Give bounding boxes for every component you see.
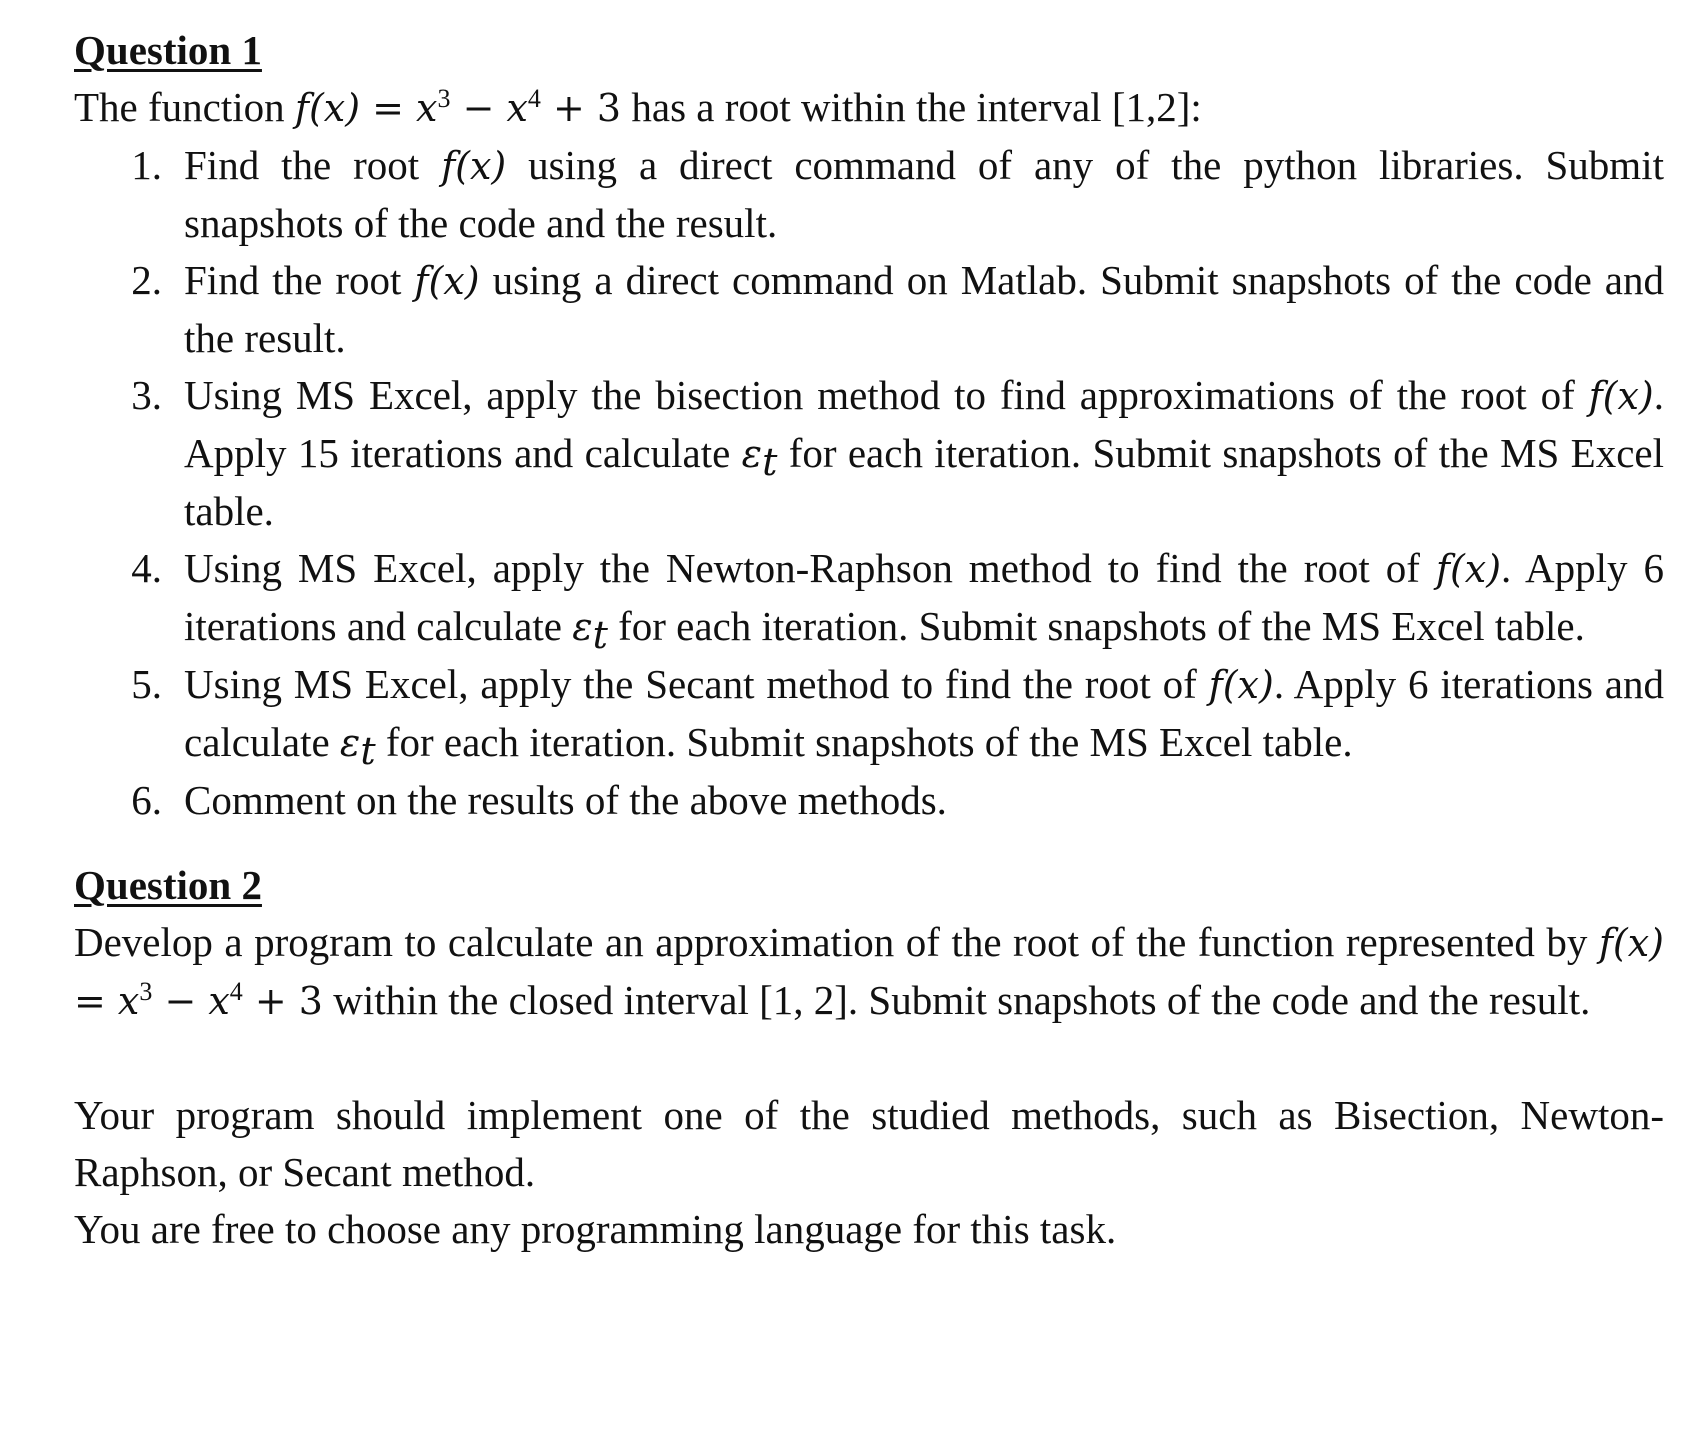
epsilon-subscript: t xyxy=(592,613,608,657)
task-text-part: Using MS Excel, apply the Secant method to find the root of xyxy=(184,661,1209,707)
exponent-4: 4 xyxy=(229,977,243,1006)
task-number: 3. xyxy=(131,372,162,418)
paragraph-text-part: Develop a program to calculate an approximation of the root of the function represented by xyxy=(74,919,1599,965)
exponent-3: 3 xyxy=(139,977,153,1006)
task-text-part: for each iteration. Submit snapshots of the MS Excel table. xyxy=(184,430,1664,534)
question-1-task-list xyxy=(74,137,1664,829)
task-text-part: for each iteration. Submit snapshots of the MS Excel table. xyxy=(375,719,1353,765)
function-x4: x xyxy=(506,86,528,130)
section-spacer xyxy=(74,829,1664,857)
task-text-part: . Apply 15 iterations and calculate xyxy=(184,372,1664,476)
question-1-heading: Question 1 xyxy=(74,27,262,73)
task-text-part: Using MS Excel, apply the bisection method to find approximations of the root of xyxy=(184,372,1589,418)
function-ref: f(x) xyxy=(441,144,507,188)
function-ref: f(x) xyxy=(1208,663,1274,707)
function-ref: f(x) xyxy=(1435,547,1502,591)
task-item-2 xyxy=(74,252,1664,367)
task-text-part: Using MS Excel, apply the Newton-Raphson method to find the root of xyxy=(184,545,1436,591)
task-text-part: . Apply 6 iterations and calculate xyxy=(184,545,1664,649)
epsilon-subscript: t xyxy=(762,440,778,484)
function-x4: x xyxy=(208,979,230,1023)
question-2-heading: Question 2 xyxy=(74,862,262,908)
task-number: 2. xyxy=(131,257,162,303)
task-text-part: using a direct command of any of the python libraries. Submit snapshots of the code and the result. xyxy=(184,142,1664,246)
function-ref: f(x) xyxy=(414,259,480,303)
question-2-paragraph-3: You are free to choose any programming language for this task. xyxy=(74,1206,1117,1252)
task-text xyxy=(184,540,1664,656)
function-lhs: f(x) xyxy=(1598,921,1664,965)
exponent-3: 3 xyxy=(437,84,451,113)
question-2-paragraph-1: Develop a program to calculate an approximation of the root of the function represented by $f(x) = x^3 - x^4 + 3$ within the closed interval [1, 2]. Submit snapshots of the code and the result. xyxy=(74,919,1664,1023)
epsilon-subscript: t xyxy=(360,729,376,773)
task-text xyxy=(184,252,1664,367)
task-text-part: Find the root xyxy=(184,142,442,188)
function-ref: f(x) xyxy=(1588,374,1654,418)
paragraph-spacer xyxy=(74,1030,1664,1087)
task-text-part: Find the root xyxy=(184,257,415,303)
task-item-3 xyxy=(74,367,1664,540)
task-item-1 xyxy=(74,137,1664,252)
function-x3: x xyxy=(416,86,438,130)
function-constant: + 3 xyxy=(254,979,323,1023)
intro-text-before: The function xyxy=(74,84,295,130)
task-text xyxy=(184,367,1664,540)
document-page xyxy=(74,22,1664,1258)
function-constant: + 3 xyxy=(553,86,622,130)
function-x3: x xyxy=(117,979,140,1023)
intro-text-after: has a root within the interval [1,2]: xyxy=(621,84,1202,130)
epsilon-symbol: ε xyxy=(339,721,361,765)
paragraph-text-part: within the closed interval [1, 2]. Submit snapshots of the code and the result. xyxy=(323,977,1591,1023)
task-number: 1. xyxy=(131,142,162,188)
task-number: 6. xyxy=(131,777,162,823)
task-number: 5. xyxy=(131,661,162,707)
task-text xyxy=(184,137,1664,252)
task-text: Comment on the results of the above methods. xyxy=(184,777,947,823)
question-2-paragraph-2: Your program should implement one of the studied methods, such as Bisection, Newton-Raphson, or Secant method. xyxy=(74,1092,1664,1195)
epsilon-symbol: ε xyxy=(741,432,763,476)
task-number: 4. xyxy=(131,545,162,591)
task-text-part: using a direct command on Matlab. Submit snapshots of the code and the result. xyxy=(184,257,1664,361)
epsilon-symbol: ε xyxy=(572,605,593,649)
task-item-4 xyxy=(74,540,1664,656)
task-text-part: . Apply 6 iterations and calculate xyxy=(184,661,1664,765)
question-1-intro: The function $f(x) = x^3 - x^4 + 3$ has a root within the interval [1,2]: xyxy=(74,84,1202,130)
task-item-5 xyxy=(74,656,1664,772)
task-text-part: for each iteration. Submit snapshots of the MS Excel table. xyxy=(607,603,1585,649)
exponent-4: 4 xyxy=(527,84,541,113)
task-item-6 xyxy=(74,772,1664,829)
task-text xyxy=(184,656,1664,772)
function-lhs: f(x) xyxy=(294,86,361,130)
